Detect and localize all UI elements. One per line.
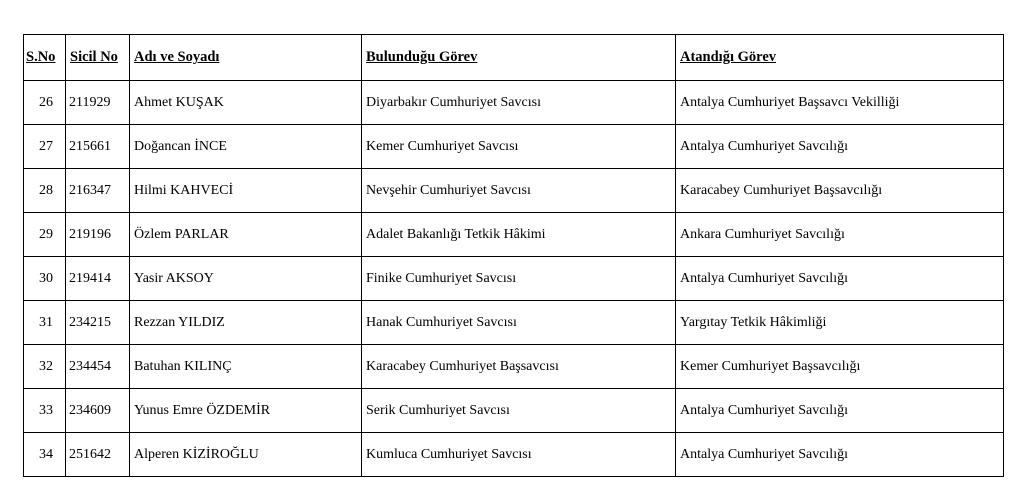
cell-assigned-position: Antalya Cumhuriyet Savcılığı	[676, 389, 1004, 433]
table-row	[24, 213, 1004, 257]
cell-sicil-no: 219414	[66, 257, 130, 301]
cell-sicil-no: 216347	[66, 169, 130, 213]
cell-sno: 33	[24, 389, 66, 433]
cell-current-position: Karacabey Cumhuriyet Başsavcısı	[362, 345, 676, 389]
cell-sno: 32	[24, 345, 66, 389]
cell-current-position: Hanak Cumhuriyet Savcısı	[362, 301, 676, 345]
header-current-position: Bulunduğu Görev	[362, 35, 676, 81]
header-assigned-position: Atandığı Görev	[676, 35, 1004, 81]
cell-assigned-position: Karacabey Cumhuriyet Başsavcılığı	[676, 169, 1004, 213]
table-row	[24, 433, 1004, 477]
header-row	[24, 35, 1004, 81]
cell-name: Yunus Emre ÖZDEMİR	[130, 389, 362, 433]
table-row	[24, 169, 1004, 213]
table-body	[24, 81, 1004, 477]
cell-sno: 29	[24, 213, 66, 257]
table-row	[24, 389, 1004, 433]
cell-sicil-no: 234609	[66, 389, 130, 433]
cell-current-position: Finike Cumhuriyet Savcısı	[362, 257, 676, 301]
table-row	[24, 345, 1004, 389]
table-row	[24, 125, 1004, 169]
header-name: Adı ve Soyadı	[130, 35, 362, 81]
cell-sno: 34	[24, 433, 66, 477]
cell-sicil-no: 234454	[66, 345, 130, 389]
document-page	[23, 34, 1004, 477]
cell-name: Özlem PARLAR	[130, 213, 362, 257]
cell-assigned-position: Kemer Cumhuriyet Başsavcılığı	[676, 345, 1004, 389]
cell-assigned-position: Ankara Cumhuriyet Savcılığı	[676, 213, 1004, 257]
cell-sicil-no: 211929	[66, 81, 130, 125]
cell-sicil-no: 234215	[66, 301, 130, 345]
cell-name: Ahmet KUŞAK	[130, 81, 362, 125]
table-row	[24, 301, 1004, 345]
cell-current-position: Nevşehir Cumhuriyet Savcısı	[362, 169, 676, 213]
cell-name: Batuhan KILINÇ	[130, 345, 362, 389]
header-sicil-no: Sicil No	[66, 35, 130, 81]
cell-current-position: Adalet Bakanlığı Tetkik Hâkimi	[362, 213, 676, 257]
cell-sno: 30	[24, 257, 66, 301]
cell-sno: 28	[24, 169, 66, 213]
cell-assigned-position: Antalya Cumhuriyet Başsavcı Vekilliği	[676, 81, 1004, 125]
cell-sno: 27	[24, 125, 66, 169]
cell-assigned-position: Antalya Cumhuriyet Savcılığı	[676, 257, 1004, 301]
cell-name: Rezzan YILDIZ	[130, 301, 362, 345]
cell-name: Yasir AKSOY	[130, 257, 362, 301]
appointments-table	[23, 34, 1004, 477]
cell-sno: 26	[24, 81, 66, 125]
table-row	[24, 81, 1004, 125]
cell-current-position: Kemer Cumhuriyet Savcısı	[362, 125, 676, 169]
cell-sicil-no: 251642	[66, 433, 130, 477]
cell-assigned-position: Yargıtay Tetkik Hâkimliği	[676, 301, 1004, 345]
cell-sicil-no: 215661	[66, 125, 130, 169]
cell-name: Alperen KİZİROĞLU	[130, 433, 362, 477]
cell-name: Doğancan İNCE	[130, 125, 362, 169]
header-sno: S.No	[24, 35, 66, 81]
cell-current-position: Serik Cumhuriyet Savcısı	[362, 389, 676, 433]
table-header	[24, 35, 1004, 81]
cell-assigned-position: Antalya Cumhuriyet Savcılığı	[676, 125, 1004, 169]
cell-name: Hilmi KAHVECİ	[130, 169, 362, 213]
cell-sno: 31	[24, 301, 66, 345]
table-row	[24, 257, 1004, 301]
cell-current-position: Diyarbakır Cumhuriyet Savcısı	[362, 81, 676, 125]
cell-sicil-no: 219196	[66, 213, 130, 257]
cell-assigned-position: Antalya Cumhuriyet Savcılığı	[676, 433, 1004, 477]
cell-current-position: Kumluca Cumhuriyet Savcısı	[362, 433, 676, 477]
